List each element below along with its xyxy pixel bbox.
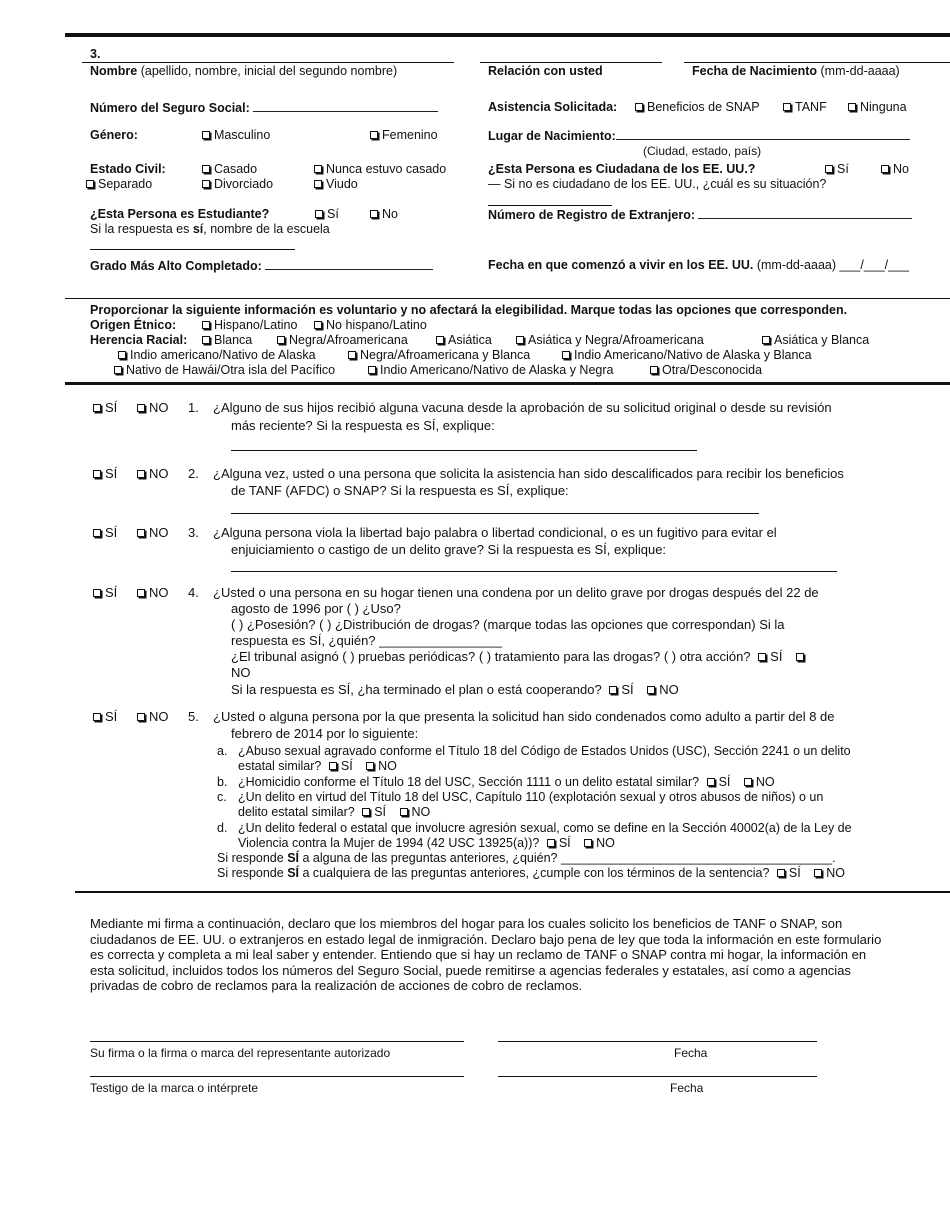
checkbox-icon[interactable] — [329, 762, 337, 770]
herencia-asiatica[interactable]: Asiática — [436, 333, 492, 347]
registro-row: Número de Registro de Extranjero: — [488, 207, 912, 222]
fecha2-label: Fecha — [670, 1081, 704, 1095]
q5-quien-row: Si responde SÍ a alguna de las preguntas anteriores, ¿quién? _______________________________________. — [217, 851, 836, 865]
q5-a-text-1: ¿Abuso sexual agravado conforme el Título 18 del Código de Estados Unidos (USC), Sección 2241 o un delito — [238, 744, 851, 758]
checkbox-icon[interactable] — [314, 321, 322, 329]
q5-d-label: d. — [217, 821, 228, 835]
fecha-vivir-row: Fecha en que comenzó a vivir en los EE. UU. (mm-dd-aaaa) ___/___/___ — [488, 258, 910, 272]
q4-number: 4. — [188, 585, 199, 600]
estudiante-label: ¿Esta Persona es Estudiante? — [90, 207, 270, 221]
q5-no[interactable]: NO — [137, 709, 169, 724]
q3-explain-input[interactable] — [231, 571, 837, 572]
q2-number: 2. — [188, 466, 199, 481]
checkbox-icon[interactable] — [516, 336, 524, 344]
q4-plan-yes[interactable]: SÍ — [609, 682, 633, 697]
name-field-line[interactable] — [82, 62, 454, 63]
q4-text-2: agosto de 1996 por ( ) ¿Uso? — [231, 601, 401, 616]
estado-separado[interactable]: Separado — [86, 177, 152, 191]
fecha-nac-row: Fecha de Nacimiento (mm-dd-aaaa) — [692, 64, 900, 78]
estado-nunca-casado[interactable]: Nunca estuvo casado — [314, 162, 446, 176]
origen-no-hispano[interactable]: No hispano/Latino — [314, 318, 427, 332]
lugar-row: Lugar de Nacimiento: — [488, 128, 910, 143]
checkbox-icon[interactable] — [93, 470, 101, 478]
ssn-row — [90, 100, 438, 115]
checkbox-icon[interactable] — [202, 336, 210, 344]
estudiante-no[interactable]: No — [370, 207, 398, 221]
checkbox-icon[interactable] — [366, 762, 374, 770]
q5-a-no[interactable]: NO — [366, 759, 397, 773]
relation-field-line[interactable] — [480, 62, 662, 63]
checkbox-icon[interactable] — [547, 839, 555, 847]
q3-no[interactable]: NO — [137, 525, 169, 540]
fecha1-label: Fecha — [674, 1046, 708, 1060]
q1-text-2: más reciente? Si la respuesta es SÍ, explique: — [231, 418, 495, 433]
q2-text-2: de TANF (AFDC) o SNAP? Si la respuesta es SÍ, explique: — [231, 483, 569, 498]
birthdate-field-line[interactable] — [684, 62, 950, 63]
q4-plan-no[interactable]: NO — [647, 682, 679, 697]
q2-no[interactable]: NO — [137, 466, 169, 481]
checkbox-icon[interactable] — [707, 778, 715, 786]
q5-cumple-yes[interactable]: SÍ — [777, 866, 801, 880]
date2-line[interactable] — [498, 1076, 817, 1077]
q5-d-text-2: Violencia contra la Mujer de 1994 (42 USC 13925(a))? SÍ NO — [238, 836, 615, 850]
situacion-input[interactable] — [488, 205, 612, 206]
checkbox-icon[interactable] — [647, 686, 655, 694]
q5-d-text-1: ¿Un delito federal o estatal que involucre agresión sexual, como se define en la Sección 40002(a) de la Ley de — [238, 821, 852, 835]
date1-line[interactable] — [498, 1041, 817, 1042]
checkbox-icon[interactable] — [348, 351, 356, 359]
q4-court-yes[interactable]: SÍ — [758, 649, 782, 664]
q2-yes[interactable]: SÍ — [93, 466, 117, 481]
genero-label: Género: — [90, 128, 138, 142]
voluntary-top-rule — [65, 298, 950, 299]
escuela-input[interactable] — [90, 249, 295, 250]
checkbox-icon[interactable] — [758, 653, 766, 661]
checkbox-icon[interactable] — [584, 839, 592, 847]
checkbox-icon[interactable] — [650, 366, 658, 374]
q4-text-1: ¿Usted o una persona en su hogar tienen una condena por un delito grave por drogas después del 22 de — [213, 585, 819, 600]
witness-line[interactable] — [90, 1076, 464, 1077]
q5-cumple-no[interactable]: NO — [814, 866, 845, 880]
relacion-label: Relación con usted — [488, 64, 603, 78]
herencia-hawai[interactable]: Nativo de Hawái/Otra isla del Pacífico — [114, 363, 335, 377]
ssn-input[interactable] — [253, 100, 438, 112]
herencia-otra[interactable]: Otra/Desconocida — [650, 363, 762, 377]
q3-number: 3. — [188, 525, 199, 540]
ssn-label: Número del Seguro Social: — [90, 101, 250, 115]
checkbox-icon[interactable] — [93, 404, 101, 412]
estado-divorciado[interactable]: Divorciado — [202, 177, 273, 191]
checkbox-icon[interactable] — [400, 808, 408, 816]
q5-a-label: a. — [217, 744, 228, 758]
grado-row — [90, 258, 433, 273]
q5-a-text-2: estatal similar? SÍ NO — [238, 759, 397, 773]
checkbox-icon[interactable] — [314, 165, 322, 173]
q1-no[interactable]: NO — [137, 400, 169, 415]
no-ciudadano-text: — Si no es ciudadano de los EE. UU., ¿cuál es su situación? — [488, 177, 827, 191]
checkbox-icon[interactable] — [762, 336, 770, 344]
q5-number: 5. — [188, 709, 199, 724]
q5-text-2: febrero de 2014 por lo siguiente: — [231, 726, 419, 741]
checkbox-icon[interactable] — [86, 180, 94, 188]
checkbox-icon[interactable] — [777, 869, 785, 877]
herencia-negra-blanca[interactable]: Negra/Afroamericana y Blanca — [348, 348, 530, 362]
checkbox-icon[interactable] — [825, 165, 833, 173]
q5-c-label: c. — [217, 790, 227, 804]
q5-a-yes[interactable]: SÍ — [329, 759, 353, 773]
q1-explain-input[interactable] — [231, 450, 697, 451]
checkbox-icon[interactable] — [93, 713, 101, 721]
asistencia-label: Asistencia Solicitada: — [488, 100, 618, 114]
ciudadana-label: ¿Esta Persona es Ciudadana de los EE. UU.? — [488, 162, 756, 176]
registro-input[interactable] — [698, 207, 912, 219]
declaration-paragraph: Mediante mi firma a continuación, declaro que los miembros del hogar para los cuales solicito los beneficios de TANF o SNAP, son ciudadanos de EE. UU. o extranjeros en estado legal de inmigración. Declaro bajo pena de ley que toda la información en este formulario es correcta y completa a mi leal saber y entender. Entiendo que si hay un reclamo de TANF o SNAP contra mi hogar, la información en esta solicitud, incluidos todos los números del Seguro Social, puede remitirse a agencias federales y estatales, así como a agencias privadas de cobro de reclamos para la realización de acciones de cobro de reclamos. — [90, 916, 882, 994]
checkbox-icon[interactable] — [202, 321, 210, 329]
checkbox-icon[interactable] — [137, 713, 145, 721]
herencia-negra[interactable]: Negra/Afroamericana — [277, 333, 408, 347]
checkbox-icon[interactable] — [202, 165, 210, 173]
checkbox-icon[interactable] — [814, 869, 822, 877]
q5-b-no[interactable]: NO — [744, 775, 775, 789]
q5-yes[interactable]: SÍ — [93, 709, 117, 724]
q3-yes[interactable]: SÍ — [93, 525, 117, 540]
checkbox-icon[interactable] — [881, 165, 889, 173]
checkbox-icon[interactable] — [315, 210, 323, 218]
estado-viudo[interactable]: Viudo — [314, 177, 358, 191]
signature-line[interactable] — [90, 1041, 464, 1042]
q1-text-1: ¿Alguno de sus hijos recibió alguna vacuna desde la aprobación de su solicitud original o desde su revisión — [213, 400, 832, 415]
q1-number: 1. — [188, 400, 199, 415]
q5-c-yes[interactable]: SÍ — [362, 805, 386, 819]
grado-input[interactable] — [265, 258, 433, 270]
estado-casado[interactable]: Casado — [202, 162, 257, 176]
q3-text-2: enjuiciamiento o castigo de un delito grave? Si la respuesta es SÍ, explique: — [231, 542, 667, 557]
checkbox-icon[interactable] — [609, 686, 617, 694]
checkbox-icon[interactable] — [368, 366, 376, 374]
q1-yes[interactable]: SÍ — [93, 400, 117, 415]
q3-text-1: ¿Alguna persona viola la libertad bajo palabra o libertad condicional, o es un fugitivo para evitar el — [213, 525, 777, 540]
q4-no[interactable]: NO — [137, 585, 169, 600]
herencia-asiatica-blanca[interactable]: Asiática y Blanca — [762, 333, 869, 347]
lugar-input[interactable] — [616, 128, 910, 140]
checkbox-icon[interactable] — [314, 180, 322, 188]
q5-d-yes[interactable]: SÍ — [547, 836, 571, 850]
q4-yes[interactable]: SÍ — [93, 585, 117, 600]
q4-text-5: ¿El tribunal asignó ( ) pruebas periódicas? ( ) tratamiento para las drogas? ( ) otra acción? SÍ — [231, 649, 808, 664]
q2-explain-input[interactable] — [231, 513, 759, 514]
genero-masculino[interactable]: Masculino — [202, 128, 270, 142]
checkbox-icon[interactable] — [202, 180, 210, 188]
checkbox-icon[interactable] — [783, 103, 791, 111]
checkbox-icon[interactable] — [277, 336, 285, 344]
checkbox-icon[interactable] — [635, 103, 643, 111]
checkbox-icon[interactable] — [370, 131, 378, 139]
q5-d-no[interactable]: NO — [584, 836, 615, 850]
top-rule — [65, 33, 950, 37]
q5-b-label: b. — [217, 775, 228, 789]
checkbox-icon[interactable] — [362, 808, 370, 816]
herencia-label: Herencia Racial: — [90, 333, 188, 347]
q4-text-7: Si la respuesta es SÍ, ¿ha terminado el plan o está cooperando? SÍ NO — [231, 682, 679, 697]
checkbox-icon[interactable] — [562, 351, 570, 359]
herencia-asiatica-negra[interactable]: Asiática y Negra/Afroamericana — [516, 333, 704, 347]
checkbox-icon[interactable] — [137, 589, 145, 597]
herencia-indio-negra[interactable]: Indio Americano/Nativo de Alaska y Negra — [368, 363, 613, 377]
voluntary-notice: Proporcionar la siguiente información es voluntario y no afectará la elegibilidad. Marque todas las opciones que corresponden. — [90, 303, 848, 317]
ciudadana-si[interactable]: Sí — [825, 162, 849, 176]
grado-label: Grado Más Alto Completado: — [90, 259, 262, 273]
q5-text-1: ¿Usted o alguna persona por la que presenta la solicitud han sido condenados como adulto a partir del 8 de — [213, 709, 835, 724]
nombre-row — [90, 64, 397, 78]
nombre-hint: (apellido, nombre, inicial del segundo nombre) — [137, 64, 398, 78]
section-divider-rule — [65, 382, 950, 385]
q4-text-3: ( ) ¿Posesión? ( ) ¿Distribución de drogas? (marque todas las opciones que correspondan) Si la — [231, 617, 785, 632]
escuela-row: Si la respuesta es sí, nombre de la escuela — [90, 222, 330, 236]
genero-femenino[interactable]: Femenino — [370, 128, 438, 142]
q5-b-yes[interactable]: SÍ — [707, 775, 731, 789]
q2-text-1: ¿Alguna vez, usted o una persona que solicita la asistencia han sido descalificados para recibir los beneficios — [213, 466, 844, 481]
checkbox-icon[interactable] — [93, 589, 101, 597]
origen-hispano[interactable]: Hispano/Latino — [202, 318, 297, 332]
q5-c-text-1: ¿Un delito en virtud del Título 18 del USC, Capítulo 110 (explotación sexual y otros abusos de niños) o un — [238, 790, 824, 804]
asistencia-snap[interactable]: Beneficios de SNAP — [635, 100, 760, 114]
checkbox-icon[interactable] — [848, 103, 856, 111]
firma-label: Su firma o la firma o marca del representante autorizado — [90, 1046, 391, 1060]
herencia-indio[interactable]: Indio americano/Nativo de Alaska — [118, 348, 316, 362]
q5-b-text-1: ¿Homicidio conforme el Título 18 del USC, Sección 1111 o un delito estatal similar? SÍ NO — [238, 775, 775, 789]
checkbox-icon[interactable] — [436, 336, 444, 344]
asistencia-tanf[interactable]: TANF — [783, 100, 827, 114]
estado-civil-label: Estado Civil: — [90, 162, 166, 176]
asistencia-ninguna[interactable]: Ninguna — [848, 100, 907, 114]
q4-text-6: NO — [231, 665, 251, 680]
ciudadana-no[interactable]: No — [881, 162, 909, 176]
nombre-label: Nombre — [90, 64, 138, 78]
herencia-indio-blanca[interactable]: Indio Americano/Nativo de Alaska y Blanca — [562, 348, 812, 362]
checkbox-icon[interactable] — [137, 404, 145, 412]
checkbox-icon[interactable] — [744, 778, 752, 786]
herencia-blanca[interactable]: Blanca — [202, 333, 252, 347]
checkbox-icon[interactable] — [137, 470, 145, 478]
q4-court-no-checkbox[interactable] — [796, 653, 804, 661]
checkbox-icon[interactable] — [114, 366, 122, 374]
origen-label: Origen Étnico: — [90, 318, 177, 332]
q5-c-no[interactable]: NO — [400, 805, 431, 819]
checkbox-icon[interactable] — [370, 210, 378, 218]
lugar-hint: (Ciudad, estado, país) — [643, 144, 762, 158]
q4-text-4: respuesta es SÍ, ¿quién? _________________ — [231, 633, 503, 648]
q5-cumple-row: Si responde SÍ a cualquiera de las preguntas anteriores, ¿cumple con los términos de la sentencia? SÍ NO — [217, 866, 845, 880]
questions-bottom-rule — [75, 891, 950, 893]
checkbox-icon[interactable] — [93, 529, 101, 537]
testigo-label: Testigo de la marca o intérprete — [90, 1081, 259, 1095]
checkbox-icon[interactable] — [202, 131, 210, 139]
checkbox-icon[interactable] — [137, 529, 145, 537]
estudiante-si[interactable]: Sí — [315, 207, 339, 221]
checkbox-icon[interactable] — [118, 351, 126, 359]
section-number: 3. — [90, 47, 101, 61]
q5-c-text-2: delito estatal similar? SÍ NO — [238, 805, 431, 819]
